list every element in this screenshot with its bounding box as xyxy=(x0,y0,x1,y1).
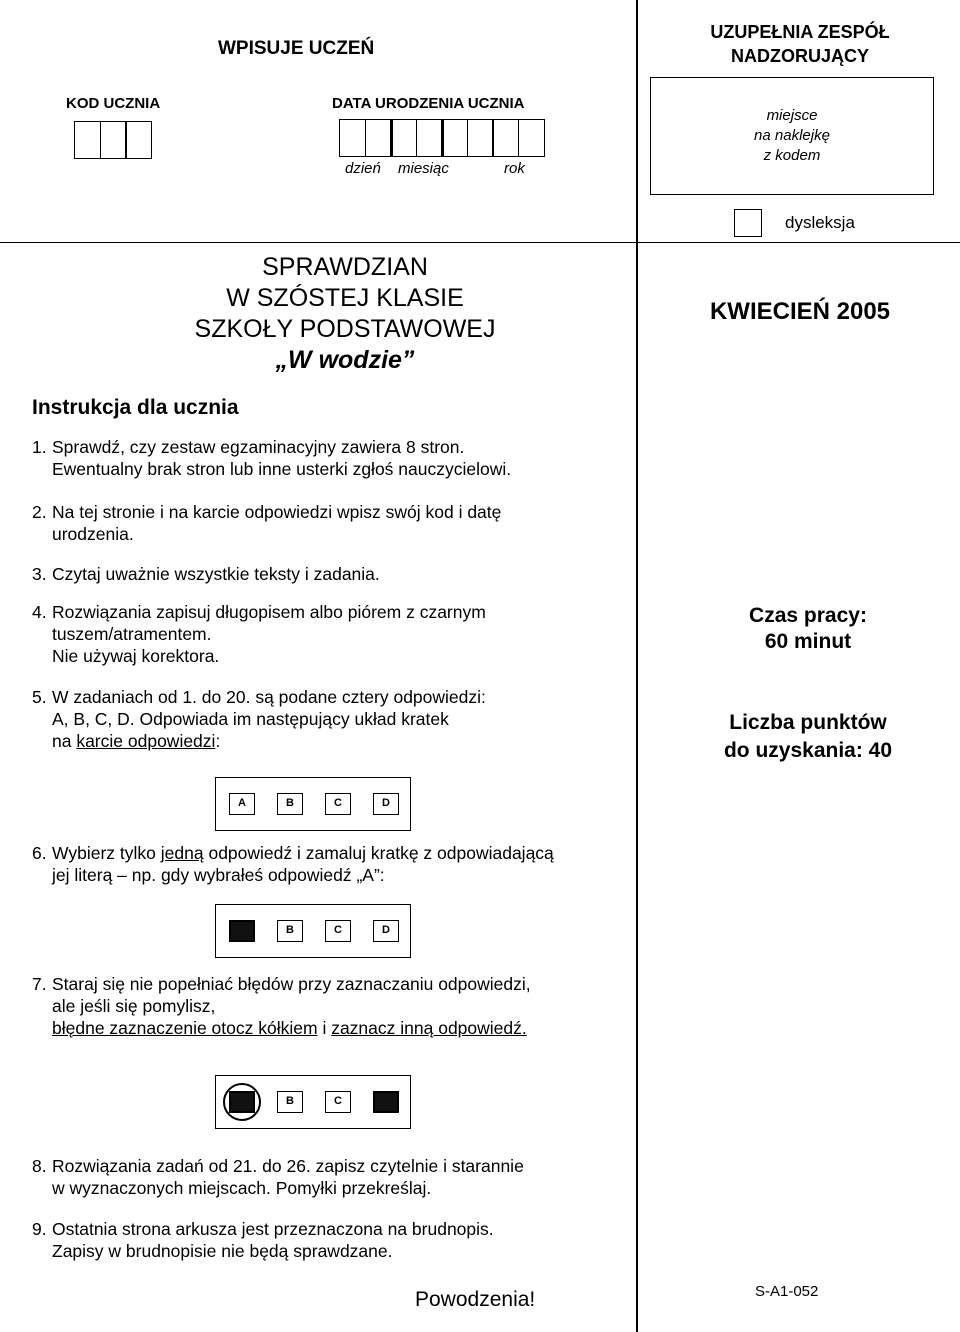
header-divider xyxy=(0,242,960,243)
answer-grid-example xyxy=(215,777,411,831)
sticker-text: z kodem xyxy=(763,147,821,164)
date-digit-box[interactable] xyxy=(492,119,519,157)
date-digit-box[interactable] xyxy=(441,119,468,157)
title-line: SPRAWDZIAN xyxy=(262,253,428,281)
day-label: dzień xyxy=(345,160,381,177)
column-divider xyxy=(636,0,638,1332)
answer-cell: B xyxy=(277,1091,303,1113)
instruction-item: 4. Rozwiązania zapisuj długopisem albo piórem z czarnym tuszem/atramentem. Nie używaj korektora. xyxy=(32,602,486,666)
date-digit-box[interactable] xyxy=(365,119,392,157)
birth-date-label: DATA URODZENIA UCZNIA xyxy=(332,95,525,112)
month-label: miesiąc xyxy=(398,160,449,177)
points-label: Liczba punktów xyxy=(729,711,887,734)
answer-cell: B xyxy=(277,920,303,942)
code-sticker-area xyxy=(650,77,934,195)
instruction-item: 7. Staraj się nie popełniać błędów przy zaznaczaniu odpowiedzi, ale jeśli się pomylisz, błędne zaznaczenie otocz kółkiem i zaznacz inną odpowiedź. xyxy=(32,974,531,1038)
answer-grid-filled-example xyxy=(215,904,411,958)
answer-cell: A xyxy=(229,793,255,815)
instruction-item: 2. Na tej stronie i na karcie odpowiedzi wpisz swój kod i datę urodzenia. xyxy=(32,502,502,544)
supervisor-section-label: UZUPEŁNIA ZESPÓŁ NADZORUJĄCY xyxy=(710,22,890,66)
answer-card-reference: karcie odpowiedzi xyxy=(76,731,216,751)
time-label: Czas pracy: xyxy=(749,604,867,627)
answer-cell: D xyxy=(373,920,399,942)
exam-subtitle: „W wodzie” xyxy=(275,346,415,374)
correction-circle xyxy=(223,1083,261,1121)
date-digit-box[interactable] xyxy=(390,119,417,157)
student-code-label: KOD UCZNIA xyxy=(66,95,161,112)
year-label: rok xyxy=(504,160,525,177)
points-value: do uzyskania: 40 xyxy=(723,739,893,762)
answer-cell: C xyxy=(325,793,351,815)
instruction-item: 5. W zadaniach od 1. do 20. są podane cztery odpowiedzi: A, B, C, D. Odpowiada im następujący układ kratek na karcie odpowiedzi: xyxy=(32,687,486,751)
good-luck-text: Powodzenia! xyxy=(415,1288,536,1311)
student-code-boxes[interactable] xyxy=(74,121,151,159)
dyslexia-checkbox[interactable] xyxy=(734,209,762,237)
title-line: W SZÓSTEJ KLASIE xyxy=(226,284,464,312)
answer-cell: D xyxy=(373,793,399,815)
title-line: SZKOŁY PODSTAWOWEJ xyxy=(194,315,496,343)
instruction-item: 6. Wybierz tylko jedną odpowiedź i zamaluj kratkę z odpowiadającą jej literą – np. gdy wybrałeś odpowiedź „A”: xyxy=(32,843,554,885)
date-digit-box[interactable] xyxy=(518,119,545,157)
code-digit-box[interactable] xyxy=(125,121,152,159)
circled-answer-cell xyxy=(229,1091,255,1113)
exam-date: KWIECIEŃ 2005 xyxy=(709,298,891,325)
instruction-item: 1. Sprawdź, czy zestaw egzaminacyjny zawiera 8 stron. Ewentualny brak stron lub inne usterki zgłoś nauczycielowi. xyxy=(32,437,512,479)
exam-code: S-A1-052 xyxy=(755,1283,819,1300)
answer-grid-correction-example xyxy=(215,1075,411,1129)
date-digit-box[interactable] xyxy=(339,119,366,157)
code-digit-box[interactable] xyxy=(74,121,101,159)
points-info xyxy=(640,709,960,765)
exam-title xyxy=(140,252,550,376)
time-value: 60 minut xyxy=(764,630,852,653)
answer-cell: C xyxy=(325,920,351,942)
instructions-heading: Instrukcja dla ucznia xyxy=(32,396,239,419)
instruction-item: 3. Czytaj uważnie wszystkie teksty i zadania. xyxy=(32,564,380,584)
answer-cell: C xyxy=(325,1091,351,1113)
answer-cell: B xyxy=(277,793,303,815)
filled-answer-cell xyxy=(229,920,255,942)
filled-answer-cell xyxy=(373,1091,399,1113)
birth-date-boxes[interactable] xyxy=(339,119,543,157)
instruction-item: 8. Rozwiązania zadań od 21. do 26. zapisz czytelnie i starannie w wyznaczonych miejscach. Pomyłki przekreślaj. xyxy=(32,1156,524,1198)
sticker-text: na naklejkę xyxy=(754,127,830,144)
dyslexia-label: dysleksja xyxy=(785,213,855,232)
instruction-item: 9. Ostatnia strona arkusza jest przeznaczona na brudnopis. Zapisy w brudnopisie nie będą sprawdzane. xyxy=(32,1219,494,1261)
time-info xyxy=(640,603,960,655)
date-digit-box[interactable] xyxy=(416,119,443,157)
date-digit-box[interactable] xyxy=(467,119,494,157)
code-digit-box[interactable] xyxy=(100,121,127,159)
student-section-label: WPISUJE UCZEŃ xyxy=(218,38,375,59)
sticker-text: miejsce xyxy=(766,107,818,124)
